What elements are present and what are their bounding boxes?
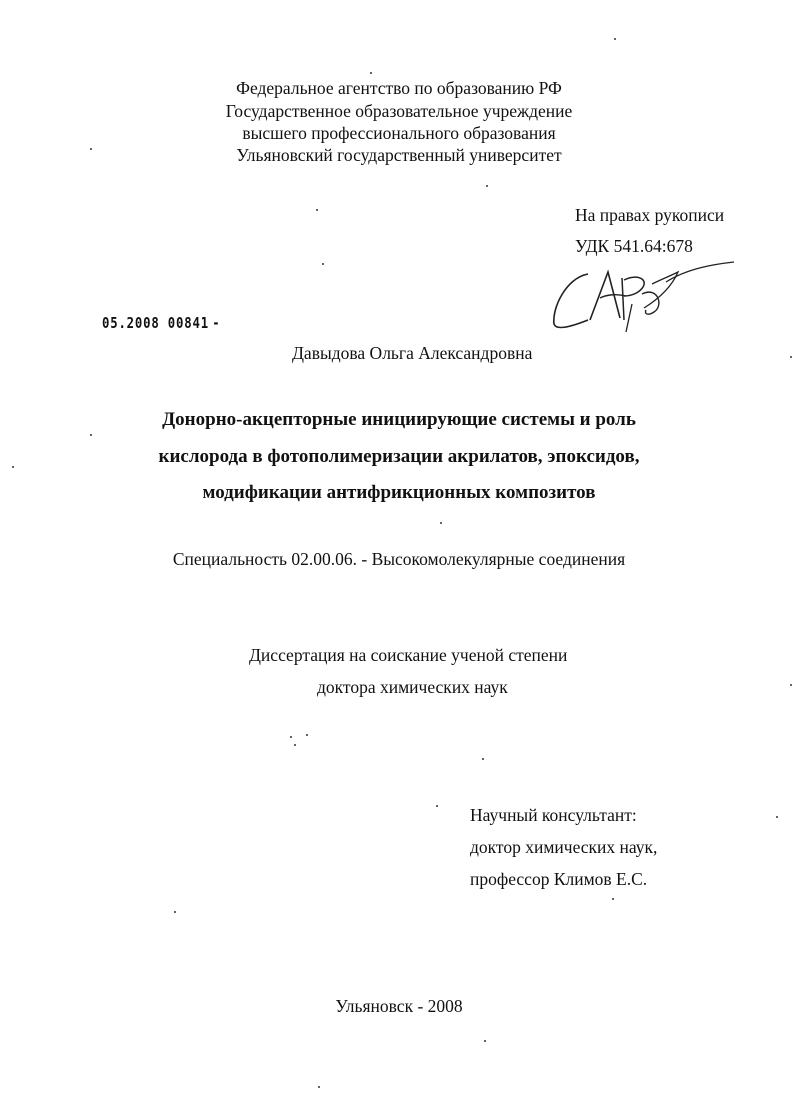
scan-speck: [790, 356, 792, 358]
scan-speck: [322, 263, 324, 265]
scan-speck: [12, 466, 14, 468]
consultant-label: Научный консультант:: [470, 805, 637, 825]
manuscript-rights: На правах рукописи: [575, 205, 725, 225]
author-name: Давыдова Ольга Александровна: [292, 343, 533, 363]
header-education-level: высшего профессионального образования: [242, 123, 556, 143]
header-agency: Федеральное агентство по образованию РФ: [236, 78, 562, 98]
scan-speck: [482, 758, 484, 760]
scan-speck: [790, 684, 792, 686]
consultant-degree: доктор химических наук,: [470, 837, 658, 857]
signature-icon: [548, 258, 738, 338]
dissertation-title-line-3: модификации антифрикционных композитов: [202, 482, 596, 503]
scan-speck: [290, 736, 292, 738]
scan-speck: [316, 209, 318, 211]
city-year: Ульяновск - 2008: [335, 996, 463, 1016]
scan-speck: [436, 805, 438, 807]
scan-speck: [612, 898, 614, 900]
dissertation-title-line-1: Донорно-акцепторные инициирующие системы и роль: [162, 409, 636, 430]
scan-speck: [294, 744, 296, 746]
scan-speck: [776, 816, 778, 818]
specialty: Специальность 02.00.06. - Высокомолекулярные соединения: [172, 549, 626, 569]
dissertation-degree-line-1: Диссертация на соискание ученой степени: [249, 645, 568, 665]
header-institution-type: Государственное образовательное учреждение: [225, 101, 573, 121]
udc-code: УДК 541.64:678: [575, 236, 693, 256]
scan-speck: [486, 185, 488, 187]
scan-speck: [614, 38, 616, 40]
scan-speck: [174, 911, 176, 913]
scan-speck: [90, 148, 92, 150]
consultant-name: профессор Климов Е.С.: [470, 869, 648, 889]
scan-speck: [318, 1086, 320, 1088]
scan-speck: [484, 1040, 486, 1042]
scan-speck: [90, 434, 92, 436]
dissertation-degree-line-2: доктора химических наук: [317, 677, 508, 697]
scan-speck: [306, 734, 308, 736]
scan-speck: [440, 522, 442, 524]
library-stamp-number: 05.2008 00841 -: [102, 314, 221, 332]
header-university: Ульяновский государственный университет: [236, 145, 562, 165]
scan-speck: [370, 72, 372, 74]
dissertation-title-line-2: кислорода в фотополимеризации акрилатов, эпоксидов,: [158, 446, 640, 467]
